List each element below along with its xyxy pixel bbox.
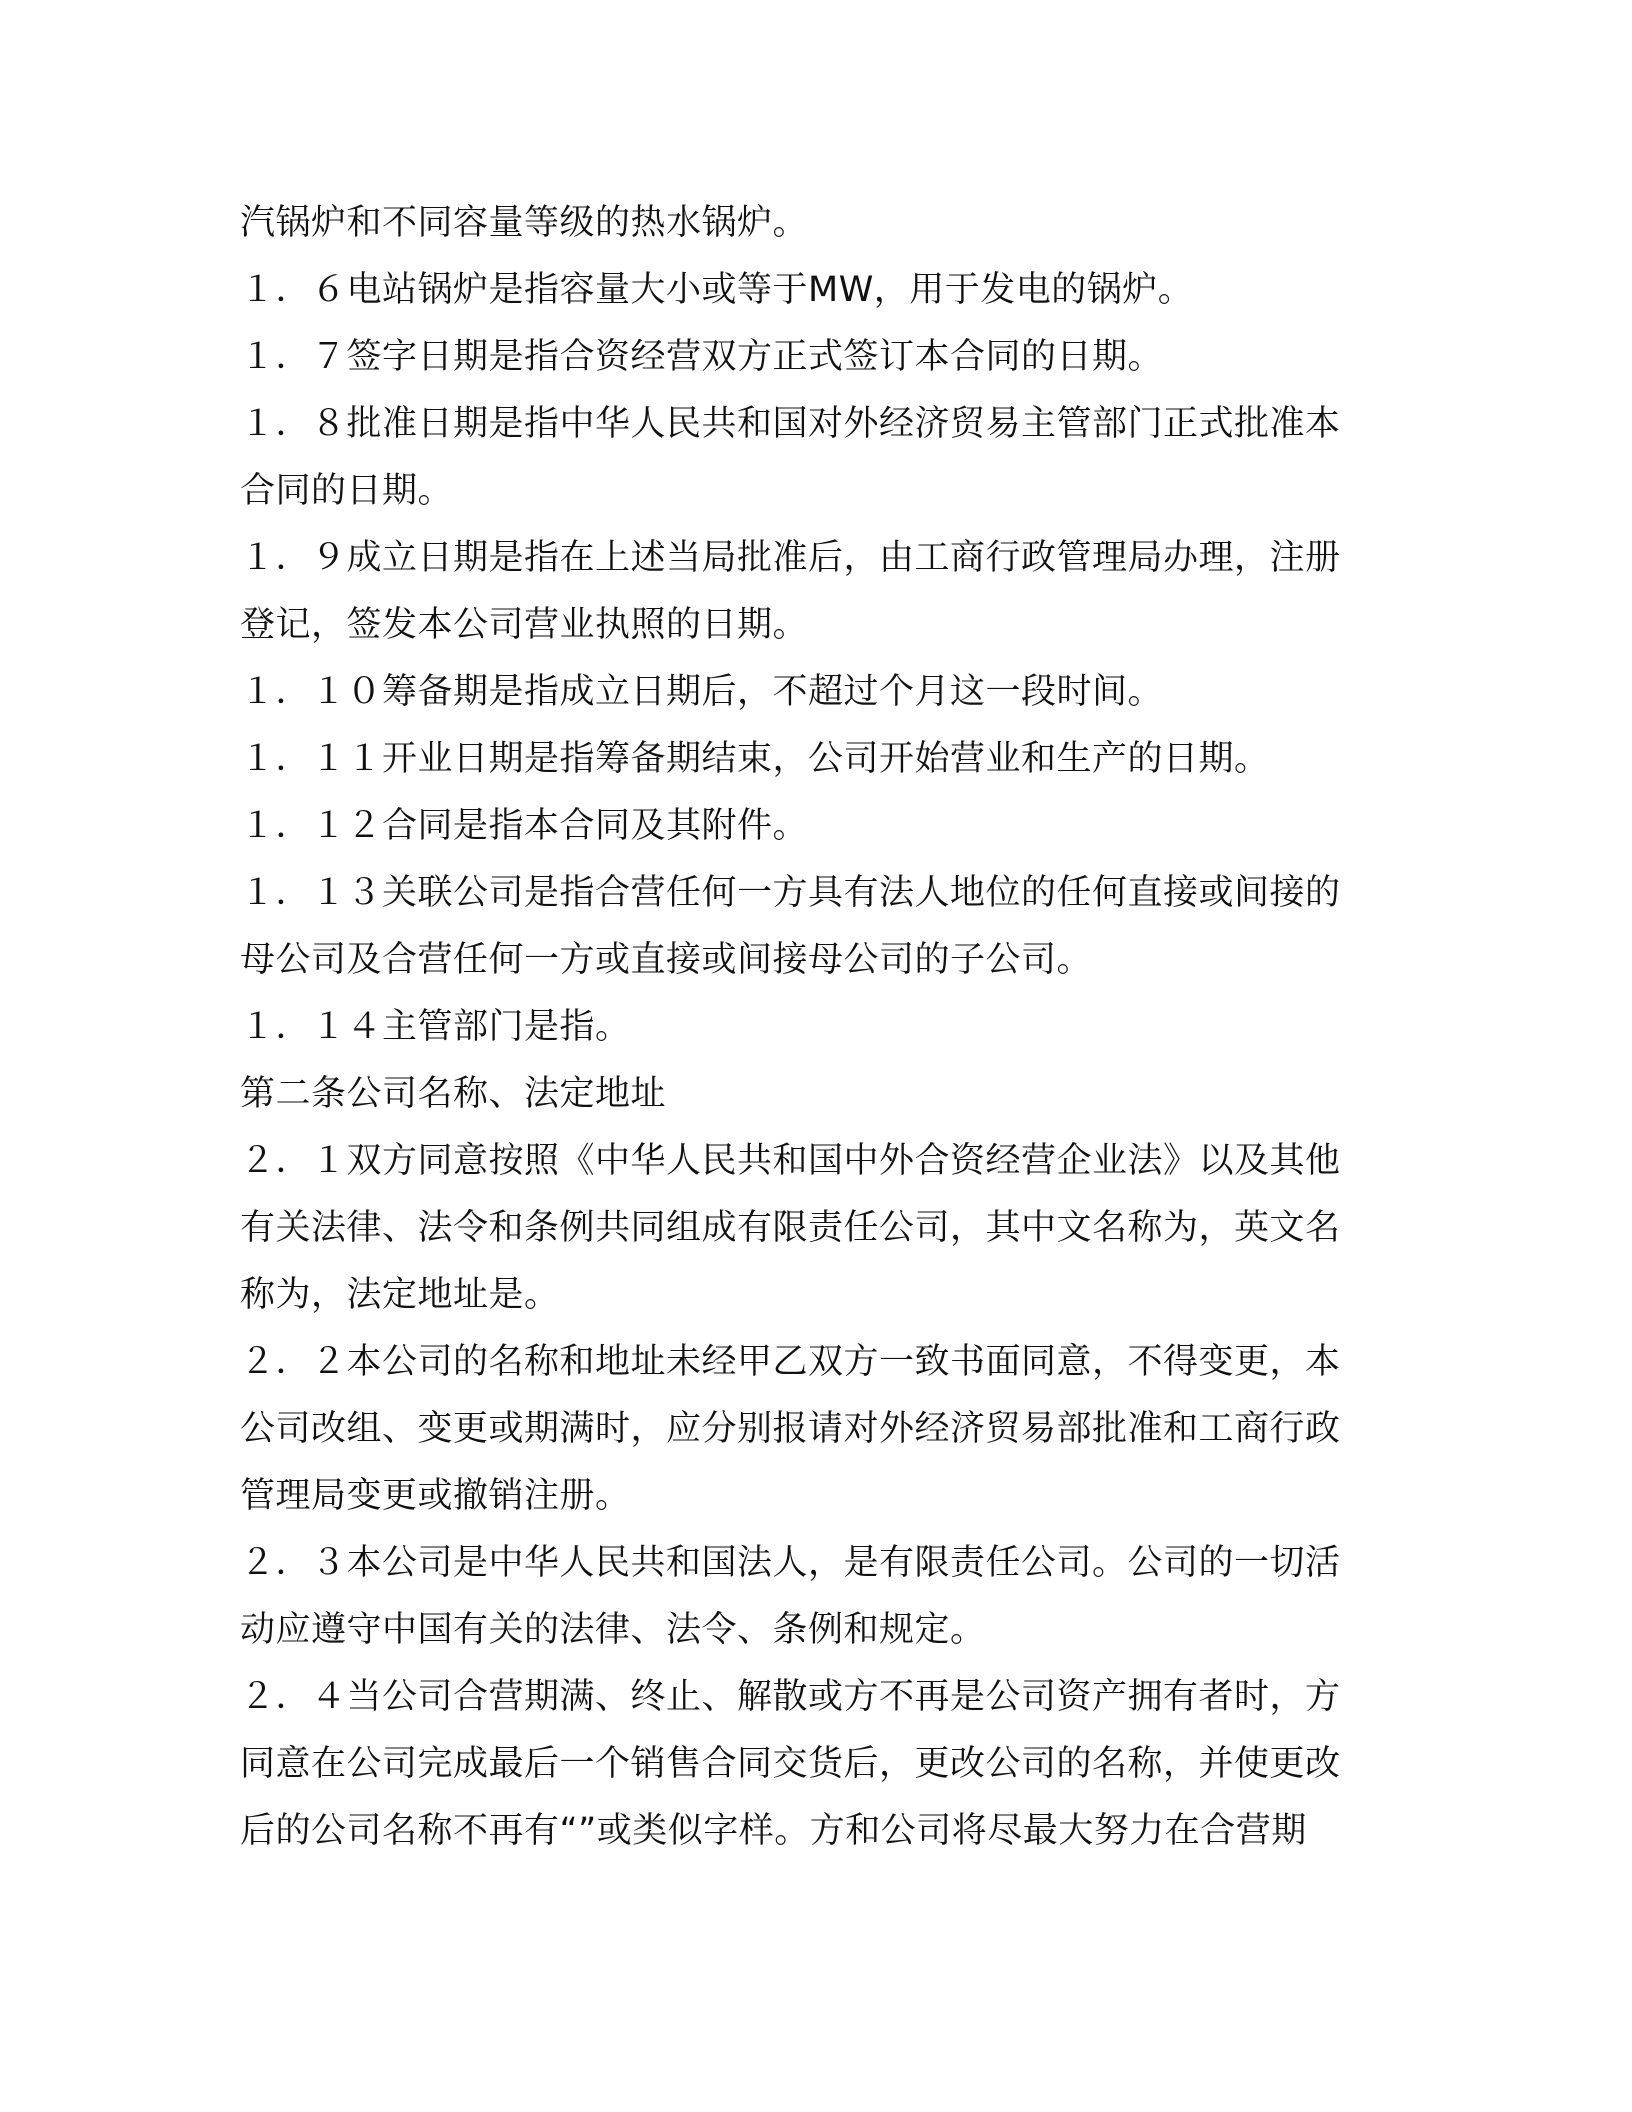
text-line: 后的公司名称不再有“”或类似字样。方和公司将尽最大努力在合营期 <box>240 1811 1307 1851</box>
text-line: 有关法律、法令和条例共同组成有限责任公司，其中文名称为，英文名 <box>240 1208 1341 1248</box>
text-line: 合同的日期。 <box>240 471 454 511</box>
clause-1-8: １．８批准日期是指中华人民共和国对外经济贸易主管部门正式批准本 <box>240 404 1341 444</box>
text-line: 管理局变更或撤销注册。 <box>240 1476 631 1516</box>
clause-1-6: １．６电站锅炉是指容量大小或等于MW，用于发电的锅炉。 <box>240 270 1194 310</box>
clause-1-12: １．１２合同是指本合同及其附件。 <box>240 806 809 846</box>
article-heading: 第二条公司名称、法定地址 <box>240 1074 667 1114</box>
clause-2-4: ２．４当公司合营期满、终止、解散或方不再是公司资产拥有者时，方 <box>240 1677 1341 1717</box>
clause-1-10: １．１０筹备期是指成立日期后，不超过个月这一段时间。 <box>240 672 1164 712</box>
text-line: 汽锅炉和不同容量等级的热水锅炉。 <box>240 203 809 243</box>
clause-1-9: １．９成立日期是指在上述当局批准后，由工商行政管理局办理，注册 <box>240 538 1341 578</box>
clause-1-11: １．１１开业日期是指筹备期结束，公司开始营业和生产的日期。 <box>240 739 1270 779</box>
text-line: 登记，签发本公司营业执照的日期。 <box>240 605 809 645</box>
text-line: 公司改组、变更或期满时，应分别报请对外经济贸易部批准和工商行政 <box>240 1409 1341 1449</box>
clause-2-2: ２．２本公司的名称和地址未经甲乙双方一致书面同意，不得变更，本 <box>240 1342 1341 1382</box>
clause-1-7: １．７签字日期是指合资经营双方正式签订本合同的日期。 <box>240 337 1164 377</box>
clause-1-14: １．１４主管部门是指。 <box>240 1007 631 1047</box>
text-line: 动应遵守中国有关的法律、法令、条例和规定。 <box>240 1610 986 1650</box>
document-body <box>240 190 1390 1865</box>
text-line: 称为，法定地址是。 <box>240 1275 560 1315</box>
text-line: 同意在公司完成最后一个销售合同交货后，更改公司的名称，并使更改 <box>240 1744 1341 1784</box>
text-line: 母公司及合营任何一方或直接或间接母公司的子公司。 <box>240 940 1093 980</box>
clause-2-1: ２．１双方同意按照《中华人民共和国中外合资经营企业法》以及其他 <box>240 1141 1341 1181</box>
clause-1-13: １．１３关联公司是指合营任何一方具有法人地位的任何直接或间接的 <box>240 873 1341 913</box>
clause-2-3: ２．３本公司是中华人民共和国法人，是有限责任公司。公司的一切活 <box>240 1543 1341 1583</box>
